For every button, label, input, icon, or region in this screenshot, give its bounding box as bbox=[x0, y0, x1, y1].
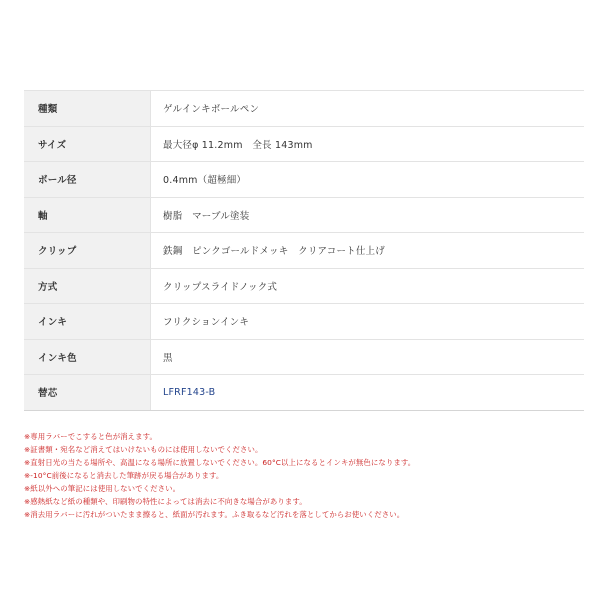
spec-row-mechanism bbox=[24, 268, 584, 304]
spec-table bbox=[24, 90, 584, 411]
spec-label: サイズ bbox=[24, 126, 151, 162]
spec-row-clip bbox=[24, 233, 584, 269]
spec-row-ink bbox=[24, 304, 584, 340]
note-item: ※紙以外への筆記には使用しないでください。 bbox=[24, 484, 181, 493]
spec-row-type bbox=[24, 91, 584, 127]
spec-value: ゲルインキボールペン bbox=[151, 91, 585, 127]
spec-label: ボール径 bbox=[24, 162, 151, 198]
note-item: ※証書類・宛名など消えてはいけないものには使用しないでください。 bbox=[24, 445, 263, 454]
spec-value: 樹脂 マーブル塗装 bbox=[151, 197, 585, 233]
spec-label: 替芯 bbox=[24, 375, 151, 411]
spec-label: 軸 bbox=[24, 197, 151, 233]
spec-value: フリクションインキ bbox=[151, 304, 585, 340]
spec-row-ink-color bbox=[24, 339, 584, 375]
spec-label: 方式 bbox=[24, 268, 151, 304]
spec-label: クリップ bbox=[24, 233, 151, 269]
refill-link[interactable]: LFRF143-B bbox=[151, 375, 585, 411]
spec-value: 最大径φ 11.2mm 全長 143mm bbox=[151, 126, 585, 162]
spec-row-ball-diameter bbox=[24, 162, 584, 198]
note-item: ※消去用ラバーに汚れがついたまま擦ると、紙面が汚れます。ふき取るなど汚れを落としてからお使いください。 bbox=[24, 510, 405, 519]
note-item: ※専用ラバーでこすると色が消えます。 bbox=[24, 432, 158, 441]
spec-value: 鉄鋼 ピンクゴールドメッキ クリアコート仕上げ bbox=[151, 233, 585, 269]
spec-label: インキ bbox=[24, 304, 151, 340]
spec-value: 0.4mm（超極細） bbox=[151, 162, 585, 198]
spec-label: 種類 bbox=[24, 91, 151, 127]
spec-label: インキ色 bbox=[24, 339, 151, 375]
spec-row-barrel bbox=[24, 197, 584, 233]
note-item: ※直射日光の当たる場所や、高温になる場所に放置しないでください。60°C以上になるとインキが無色になります。 bbox=[24, 458, 416, 467]
note-item: ※-10°C前後になると消去した筆跡が戻る場合があります。 bbox=[24, 471, 224, 480]
spec-value: 黒 bbox=[151, 339, 585, 375]
spec-row-refill bbox=[24, 375, 584, 411]
spec-row-size bbox=[24, 126, 584, 162]
spec-value: クリップスライドノック式 bbox=[151, 268, 585, 304]
note-item: ※感熱紙など紙の種類や、印刷物の特性によっては消去に不向きな場合があります。 bbox=[24, 497, 307, 506]
notes-list bbox=[24, 430, 584, 521]
